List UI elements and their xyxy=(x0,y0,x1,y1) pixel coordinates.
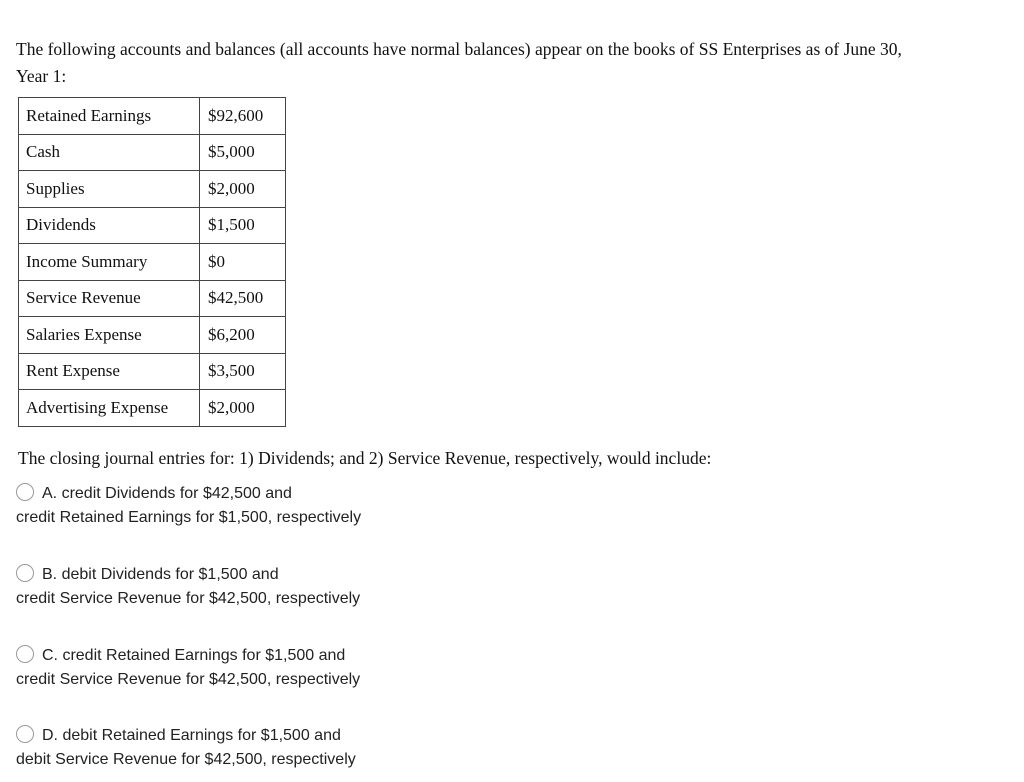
table-row xyxy=(19,171,286,208)
option-c-line-2: credit Service Revenue for $42,500, respectively xyxy=(16,671,361,688)
table-row xyxy=(19,390,286,427)
question-prompt: The closing journal entries for: 1) Dividends; and 2) Service Revenue, respectively, would include: xyxy=(18,448,712,468)
radio-button-icon[interactable] xyxy=(16,564,34,582)
problem-intro xyxy=(16,36,1006,90)
account-balance: $5,000 xyxy=(200,134,286,171)
account-name: Service Revenue xyxy=(19,280,200,317)
account-balance: $2,000 xyxy=(200,390,286,427)
account-name: Dividends xyxy=(19,207,200,244)
account-name: Retained Earnings xyxy=(19,98,200,135)
option-c-line-1: C. credit Retained Earnings for $1,500 and xyxy=(42,647,346,664)
account-name: Cash xyxy=(19,134,200,171)
intro-line-2: Year 1: xyxy=(16,66,67,86)
account-balance: $42,500 xyxy=(200,280,286,317)
radio-button-icon[interactable] xyxy=(16,483,34,501)
option-a-line-1: A. credit Dividends for $42,500 and xyxy=(42,485,292,502)
account-balance: $2,000 xyxy=(200,171,286,208)
option-d-line-1: D. debit Retained Earnings for $1,500 and xyxy=(42,727,341,744)
account-name: Advertising Expense xyxy=(19,390,200,427)
option-a-line-2: credit Retained Earnings for $1,500, respectively xyxy=(16,509,362,526)
option-d-line-2: debit Service Revenue for $42,500, respectively xyxy=(16,751,356,768)
table-row xyxy=(19,317,286,354)
answer-option-d[interactable] xyxy=(16,724,716,772)
intro-line-1: The following accounts and balances (all accounts have normal balances) appear on the books of SS Enterprises as of June 30, xyxy=(16,39,902,59)
account-balance: $0 xyxy=(200,244,286,281)
option-b-line-2: credit Service Revenue for $42,500, respectively xyxy=(16,590,361,607)
account-balances-table xyxy=(18,97,286,427)
account-balance: $3,500 xyxy=(200,353,286,390)
account-name: Supplies xyxy=(19,171,200,208)
table-row xyxy=(19,244,286,281)
account-balance: $6,200 xyxy=(200,317,286,354)
table-row xyxy=(19,98,286,135)
account-name: Income Summary xyxy=(19,244,200,281)
account-name: Salaries Expense xyxy=(19,317,200,354)
answer-option-b[interactable] xyxy=(16,563,716,611)
answer-option-a[interactable] xyxy=(16,482,716,530)
table-row xyxy=(19,353,286,390)
account-balance: $92,600 xyxy=(200,98,286,135)
table-row xyxy=(19,280,286,317)
table-row xyxy=(19,207,286,244)
account-name: Rent Expense xyxy=(19,353,200,390)
account-balance: $1,500 xyxy=(200,207,286,244)
table-row xyxy=(19,134,286,171)
option-b-line-1: B. debit Dividends for $1,500 and xyxy=(42,566,279,583)
radio-button-icon[interactable] xyxy=(16,725,34,743)
answer-option-c[interactable] xyxy=(16,644,716,692)
radio-button-icon[interactable] xyxy=(16,645,34,663)
